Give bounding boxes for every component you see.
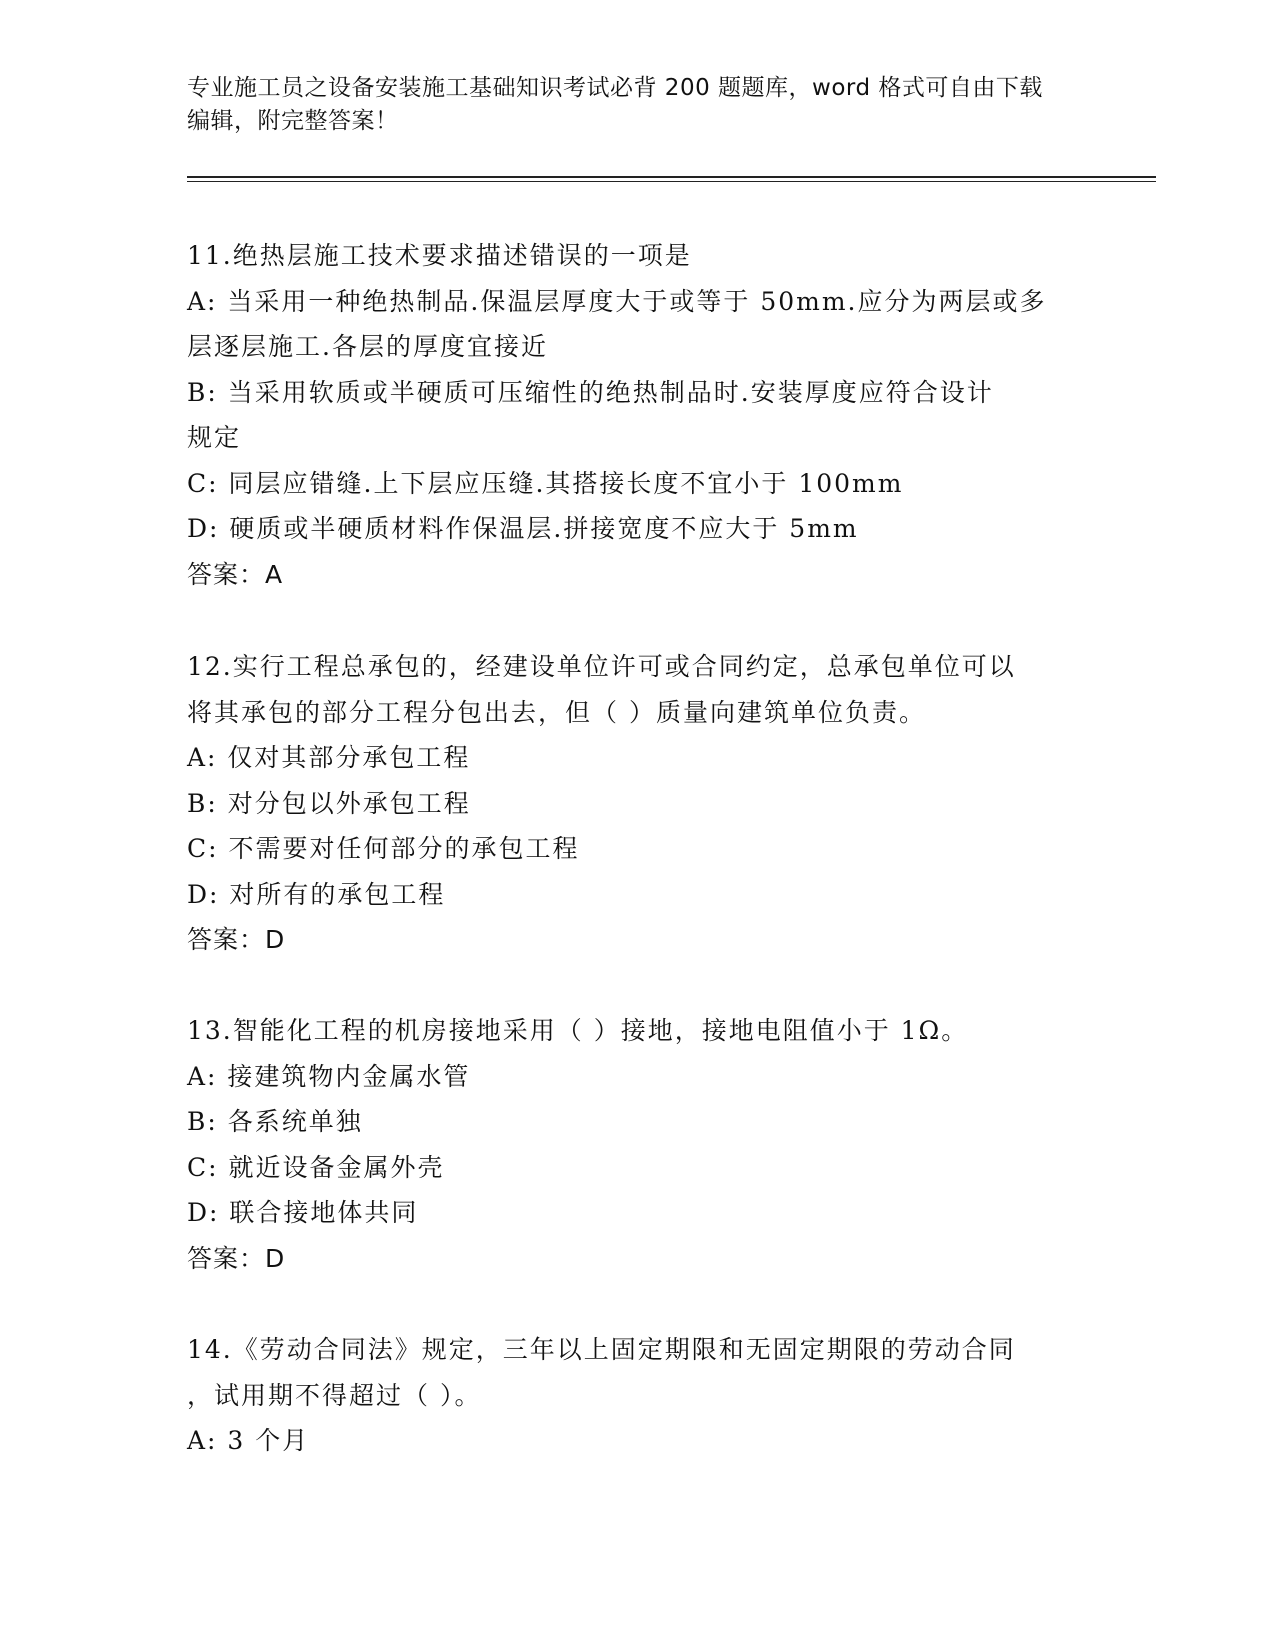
option-d: D: 联合接地体共同 — [187, 1198, 419, 1227]
option-a: A: 3 个月 — [187, 1426, 310, 1455]
question-stem-continued: 将其承包的部分工程分包出去，但（ ）质量向建筑单位负责。 — [187, 697, 926, 727]
option-c: C: 同层应错缝.上下层应压缝.其搭接长度不宜小于 100mm — [187, 468, 904, 498]
question-14 — [187, 1327, 1087, 1464]
question-stem: 12.实行工程总承包的，经建设单位许可或合同约定，总承包单位可以 — [187, 652, 1016, 681]
question-13 — [187, 1008, 1087, 1281]
answer-line: 答案：D — [187, 925, 286, 954]
answer-line: 答案：A — [187, 559, 284, 589]
option-c: C: 就近设备金属外壳 — [187, 1152, 445, 1182]
question-stem-continued: ，试用期不得超过（ ）。 — [187, 1380, 482, 1410]
option-b: B: 各系统单独 — [187, 1107, 363, 1136]
question-stem: 11.绝热层施工技术要求描述错误的一项是 — [187, 241, 692, 270]
header-line-1: 专业施工员之设备安装施工基础知识考试必背 200 题题库，word 格式可自由下载 — [187, 75, 1043, 101]
header-divider-thin — [187, 181, 1156, 182]
option-d: D: 硬质或半硬质材料作保温层.拼接宽度不应大于 5mm — [187, 514, 859, 543]
option-b-continued: 规定 — [187, 423, 242, 452]
question-stem: 13.智能化工程的机房接地采用（ ）接地，接地电阻值小于 1Ω。 — [187, 1016, 969, 1045]
option-a: A: 接建筑物内金属水管 — [187, 1061, 471, 1091]
answer-line: 答案：D — [187, 1243, 286, 1273]
option-d: D: 对所有的承包工程 — [187, 879, 446, 909]
option-b: B: 对分包以外承包工程 — [187, 788, 471, 818]
document-header — [187, 72, 1087, 138]
option-b: B: 当采用软质或半硬质可压缩性的绝热制品时.安装厚度应符合设计 — [187, 377, 994, 407]
option-a-continued: 层逐层施工.各层的厚度宜接近 — [187, 332, 548, 361]
option-a: A: 当采用一种绝热制品.保温层厚度大于或等于 50mm.应分为两层或多 — [187, 286, 1047, 316]
header-line-2: 编辑，附完整答案！ — [187, 108, 399, 134]
question-11 — [187, 233, 1087, 597]
question-stem: 14.《劳动合同法》规定，三年以上固定期限和无固定期限的劳动合同 — [187, 1335, 1016, 1364]
option-a: A: 仅对其部分承包工程 — [187, 743, 471, 772]
question-12 — [187, 644, 1087, 963]
option-c: C: 不需要对任何部分的承包工程 — [187, 834, 580, 863]
header-divider-thick — [187, 176, 1156, 178]
